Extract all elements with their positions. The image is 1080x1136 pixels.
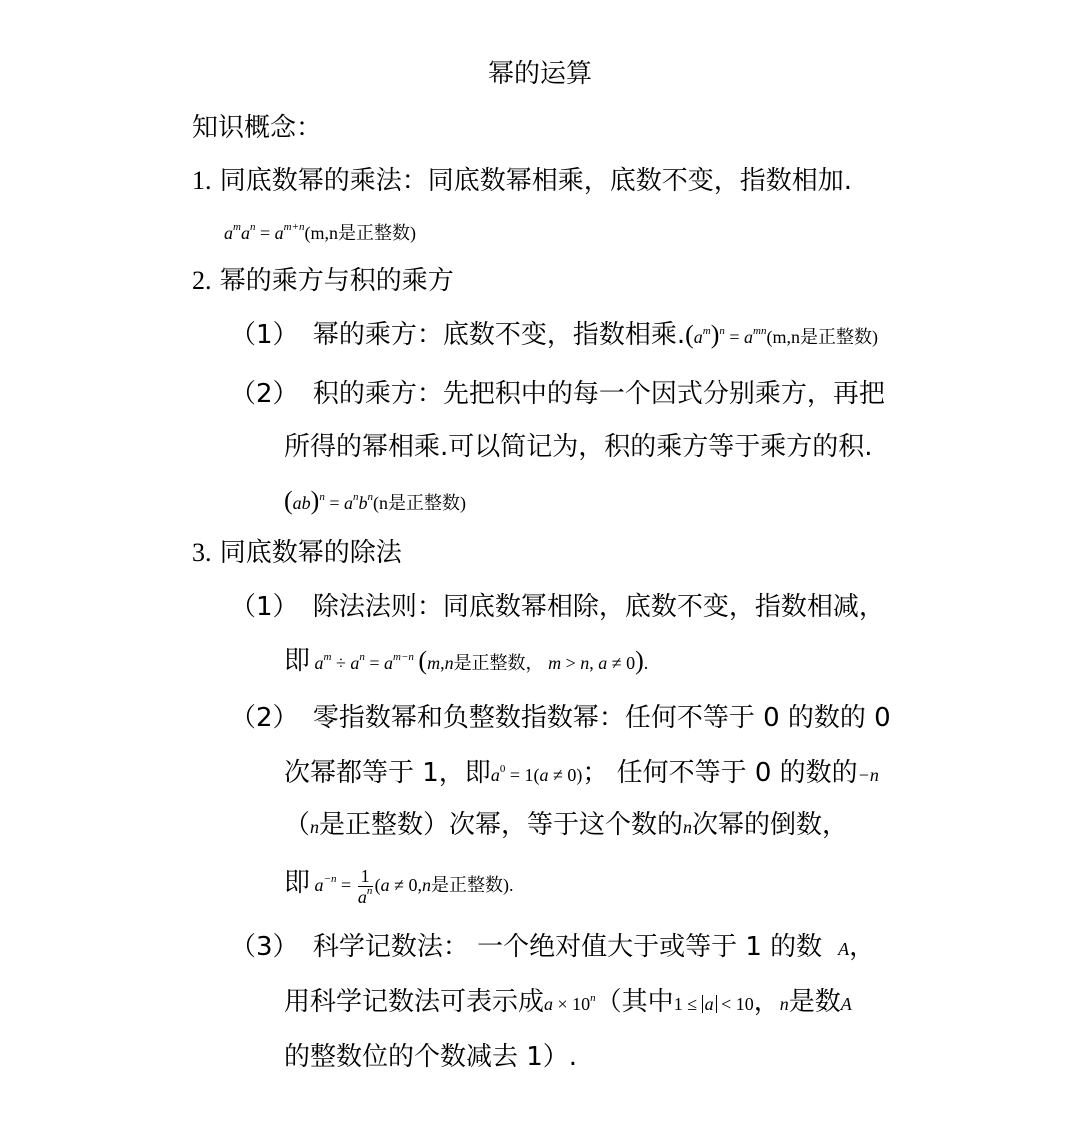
section-2-item-1-label: （1） <box>230 320 299 350</box>
section-2 <box>192 264 454 298</box>
section-3-item-2 <box>230 701 891 735</box>
section-2-text: 幂的乘方与积的乘方 <box>219 266 454 296</box>
section-1-text: 同底数幂的乘法：同底数幂相乘，底数不变，指数相加. <box>219 166 853 196</box>
section-3 <box>192 536 402 570</box>
var-A-2: A <box>840 994 852 1014</box>
section-3-item-3-label: （3） <box>230 932 299 962</box>
formula-zero-exponent: $a^0 = 1(a \ne 0)$ <box>490 763 583 785</box>
section-3-item-2-text-b1: 次幂都等于 1，即 <box>284 758 491 788</box>
var-n-3: n <box>779 994 789 1014</box>
formula-quotient-rule: $a^m \div a^n = a^{m-n}$ (m,n是正整数， m > n, a ≠ 0). <box>314 646 649 675</box>
section-2-item-2-label: （2） <box>230 379 299 409</box>
section-3-item-3-text-b1: 用科学记数法可表示成 <box>284 987 545 1017</box>
section-3-text: 同底数幂的除法 <box>219 538 402 568</box>
section-3-item-2-label: （2） <box>230 703 299 733</box>
formula-power-rule-note: (m,n是正整数) <box>766 327 878 347</box>
section-2-item-2 <box>230 377 885 411</box>
section-1-number: 1. <box>192 166 212 195</box>
formula-product-power-note: (n是正整数) <box>373 493 466 513</box>
section-3-item-2-line-2 <box>284 756 879 792</box>
formula-scientific-notation: $a \times 10^n$ <box>544 992 596 1014</box>
section-3-item-2-text-a: 零指数幂和负整数指数幂：任何不等于 0 的数的 0 <box>312 703 891 733</box>
section-3-item-3-text-b3: 是数 <box>788 987 841 1017</box>
page-title: 幂的运算 <box>487 59 592 89</box>
section-3-item-2-line-4 <box>284 866 514 907</box>
var-A: A <box>838 939 850 959</box>
section-3-item-3: （3） 科学记数法： 一个绝对值大于或等于 1 的数 A， <box>230 932 876 962</box>
section-3-item-3-text-a: 科学记数法： 一个绝对值大于或等于 1 的数 <box>312 932 823 962</box>
section-3-number: 3. <box>192 538 212 567</box>
formula-neg-n: −n <box>857 765 879 785</box>
section-3-item-1-text: 除法法则：同底数幂相除，底数不变，指数相减， <box>312 592 885 622</box>
section-2-item-2-line-2 <box>284 430 873 464</box>
section-3-item-3-text-b2: （其中 <box>595 987 674 1017</box>
section-3-item-3-line-3 <box>284 1040 577 1074</box>
section-2-item-2-text-b: 所得的幂相乘.可以简记为，积的乘方等于乘方的积. <box>284 432 873 462</box>
formula-quotient-rule-note: 是正整数， <box>453 653 544 673</box>
formula-product-rule-note: (m,n是正整数) <box>304 223 416 243</box>
formula-negative-exponent: $a^{-n}$ = $\frac{1}{a^n}$ (a ≠ 0,n是正整数). <box>314 866 514 908</box>
section-heading: 知识概念： <box>192 113 323 143</box>
section-3-item-2-line-3 <box>284 808 848 844</box>
formula-range: 1 ≤ a < 10 <box>673 994 754 1014</box>
var-n: n <box>310 817 320 837</box>
section-2-item-1 <box>230 318 878 354</box>
var-n-2: n <box>683 817 693 837</box>
section-3-item-2-text-c2: 是正整数）次幂，等于这个数的 <box>319 810 684 840</box>
section-2-item-1-text: 幂的乘方：底数不变，指数相乘. <box>312 320 686 350</box>
section-3-item-2-text-b2: ； 任何不等于 0 的数的 <box>582 758 858 788</box>
section-3-item-1-ji: 即 <box>284 646 311 676</box>
section-2-number: 2. <box>192 266 212 295</box>
section-2-item-2-text-a: 积的乘方：先把积中的每一个因式分别乘方，再把 <box>312 379 885 409</box>
formula-negative-exponent-note: 是正整数) <box>431 875 509 895</box>
section-3-item-3-text-c: 的整数位的个数减去 1）. <box>284 1042 578 1072</box>
section-3-item-2-text-c1: （ <box>284 810 311 840</box>
section-3-item-1-line-2 <box>284 644 648 680</box>
formula-product-rule: $a^ma^n = a^{m+n}(m,n$是正整数) <box>224 221 416 243</box>
section-3-item-1 <box>230 590 885 624</box>
section-1 <box>192 164 852 198</box>
formula-product-power: $(ab)^n = a^nb^n(n$是正整数) <box>284 486 466 515</box>
section-3-item-2-ji: 即 <box>284 868 311 898</box>
section-3-item-2-text-c3: 次幂的倒数， <box>692 810 849 840</box>
section-3-item-1-label: （1） <box>230 592 299 622</box>
formula-power-rule: $(a^m)^n = a^{mn}(m,n$是正整数) <box>685 320 878 349</box>
section-3-item-3-line-2: 用科学记数法可表示成$a \times 10^n$（其中1 ≤ a < 10，n是数A <box>284 987 852 1017</box>
